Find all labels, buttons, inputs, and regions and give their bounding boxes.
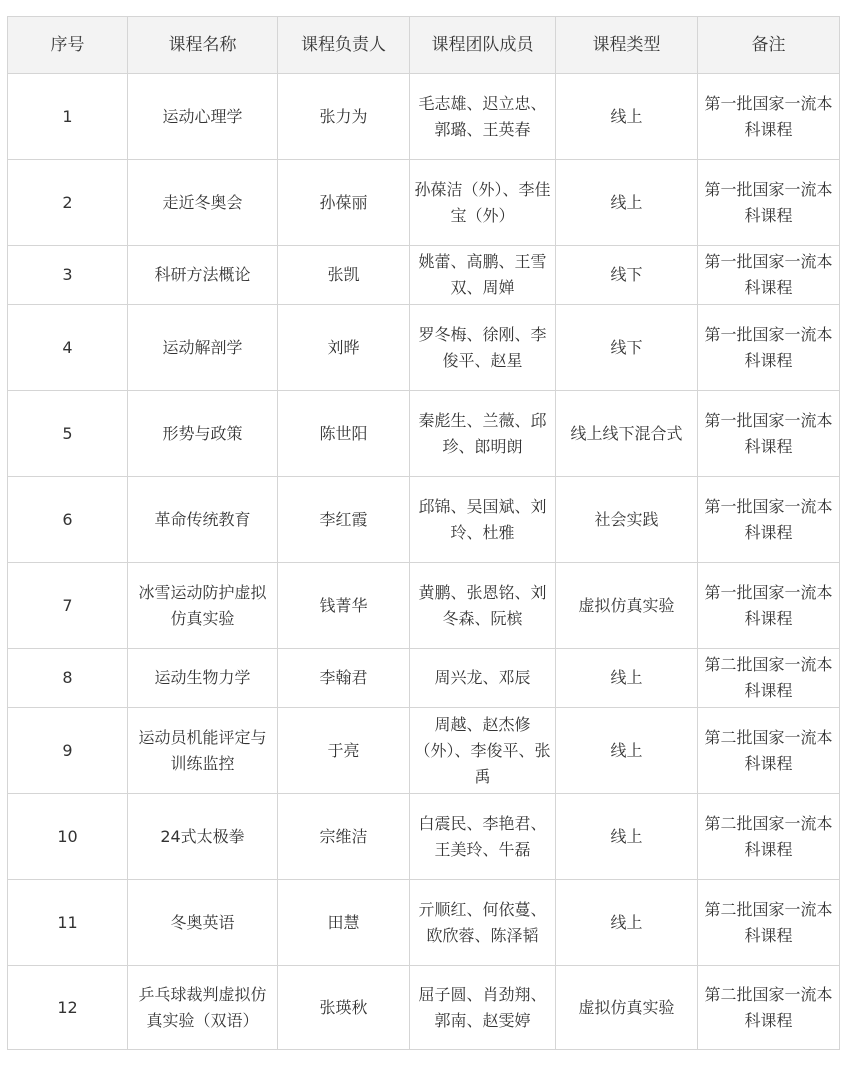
cell-note: 第一批国家一流本科课程: [698, 74, 840, 160]
cell-course-type: 线上: [556, 74, 698, 160]
header-team-members: 课程团队成员: [410, 17, 556, 74]
cell-course-name: 运动生物力学: [128, 649, 278, 708]
cell-team-members: 邱锦、吴国斌、刘玲、杜雅: [410, 477, 556, 563]
cell-no: 3: [8, 246, 128, 305]
cell-course-name: 科研方法概论: [128, 246, 278, 305]
cell-team-members: 秦彪生、兰薇、邱珍、郎明朗: [410, 391, 556, 477]
cell-no: 11: [8, 880, 128, 966]
cell-course-lead: 陈世阳: [278, 391, 410, 477]
course-table: [7, 16, 840, 1050]
cell-course-type: 线上线下混合式: [556, 391, 698, 477]
cell-course-lead: 张瑛秋: [278, 966, 410, 1050]
table-row: [8, 649, 840, 708]
cell-no: 10: [8, 794, 128, 880]
cell-course-type: 线上: [556, 160, 698, 246]
cell-team-members: 孙葆洁（外）、李佳宝（外）: [410, 160, 556, 246]
cell-course-type: 线下: [556, 246, 698, 305]
cell-course-type: 虚拟仿真实验: [556, 563, 698, 649]
cell-course-lead: 于亮: [278, 708, 410, 794]
table-row: [8, 74, 840, 160]
header-course-type: 课程类型: [556, 17, 698, 74]
table-row: [8, 160, 840, 246]
cell-team-members: 周越、赵杰修（外）、李俊平、张禹: [410, 708, 556, 794]
table-row: [8, 246, 840, 305]
cell-no: 7: [8, 563, 128, 649]
cell-note: 第一批国家一流本科课程: [698, 160, 840, 246]
cell-team-members: 黄鹏、张恩铭、刘冬森、阮槟: [410, 563, 556, 649]
cell-course-type: 虚拟仿真实验: [556, 966, 698, 1050]
cell-course-type: 线上: [556, 708, 698, 794]
cell-team-members: 毛志雄、迟立忠、郭璐、王英春: [410, 74, 556, 160]
header-row: [8, 17, 840, 74]
cell-note: 第一批国家一流本科课程: [698, 477, 840, 563]
cell-note: 第一批国家一流本科课程: [698, 305, 840, 391]
cell-no: 2: [8, 160, 128, 246]
cell-course-type: 线下: [556, 305, 698, 391]
cell-course-lead: 张力为: [278, 74, 410, 160]
cell-course-lead: 刘晔: [278, 305, 410, 391]
cell-no: 8: [8, 649, 128, 708]
cell-course-name: 乒乓球裁判虚拟仿真实验（双语）: [128, 966, 278, 1050]
table-row: [8, 563, 840, 649]
cell-team-members: 屈子圆、肖劲翔、郭南、赵雯婷: [410, 966, 556, 1050]
cell-course-name: 革命传统教育: [128, 477, 278, 563]
cell-team-members: 姚蕾、高鹏、王雪双、周婵: [410, 246, 556, 305]
cell-team-members: 亓顺红、何依蔓、欧欣蓉、陈泽韬: [410, 880, 556, 966]
cell-course-name: 24式太极拳: [128, 794, 278, 880]
cell-course-type: 社会实践: [556, 477, 698, 563]
cell-course-lead: 钱菁华: [278, 563, 410, 649]
cell-note: 第二批国家一流本科课程: [698, 794, 840, 880]
cell-no: 9: [8, 708, 128, 794]
header-course-name: 课程名称: [128, 17, 278, 74]
table-body: [8, 74, 840, 1050]
cell-course-name: 走近冬奥会: [128, 160, 278, 246]
cell-course-lead: 田慧: [278, 880, 410, 966]
cell-course-name: 运动心理学: [128, 74, 278, 160]
table-row: [8, 477, 840, 563]
cell-note: 第二批国家一流本科课程: [698, 966, 840, 1050]
cell-team-members: 周兴龙、邓辰: [410, 649, 556, 708]
cell-course-lead: 李翰君: [278, 649, 410, 708]
cell-course-name: 运动解剖学: [128, 305, 278, 391]
cell-course-type: 线上: [556, 880, 698, 966]
cell-course-name: 冬奥英语: [128, 880, 278, 966]
cell-note: 第一批国家一流本科课程: [698, 563, 840, 649]
cell-no: 12: [8, 966, 128, 1050]
cell-course-lead: 李红霞: [278, 477, 410, 563]
cell-note: 第二批国家一流本科课程: [698, 708, 840, 794]
cell-no: 4: [8, 305, 128, 391]
cell-course-name: 运动员机能评定与训练监控: [128, 708, 278, 794]
cell-course-type: 线上: [556, 649, 698, 708]
cell-no: 6: [8, 477, 128, 563]
table-row: [8, 305, 840, 391]
cell-note: 第一批国家一流本科课程: [698, 391, 840, 477]
cell-course-lead: 宗维洁: [278, 794, 410, 880]
cell-team-members: 罗冬梅、徐刚、李俊平、赵星: [410, 305, 556, 391]
cell-note: 第一批国家一流本科课程: [698, 246, 840, 305]
table-row: [8, 966, 840, 1050]
table-row: [8, 708, 840, 794]
cell-course-name: 冰雪运动防护虚拟仿真实验: [128, 563, 278, 649]
cell-course-type: 线上: [556, 794, 698, 880]
header-course-lead: 课程负责人: [278, 17, 410, 74]
cell-no: 5: [8, 391, 128, 477]
table-row: [8, 880, 840, 966]
table-header: [8, 17, 840, 74]
table-row: [8, 391, 840, 477]
header-note: 备注: [698, 17, 840, 74]
cell-course-name: 形势与政策: [128, 391, 278, 477]
cell-note: 第二批国家一流本科课程: [698, 649, 840, 708]
header-no: 序号: [8, 17, 128, 74]
cell-course-lead: 孙葆丽: [278, 160, 410, 246]
cell-note: 第二批国家一流本科课程: [698, 880, 840, 966]
cell-course-lead: 张凯: [278, 246, 410, 305]
table-row: [8, 794, 840, 880]
cell-team-members: 白震民、李艳君、王美玲、牛磊: [410, 794, 556, 880]
cell-no: 1: [8, 74, 128, 160]
